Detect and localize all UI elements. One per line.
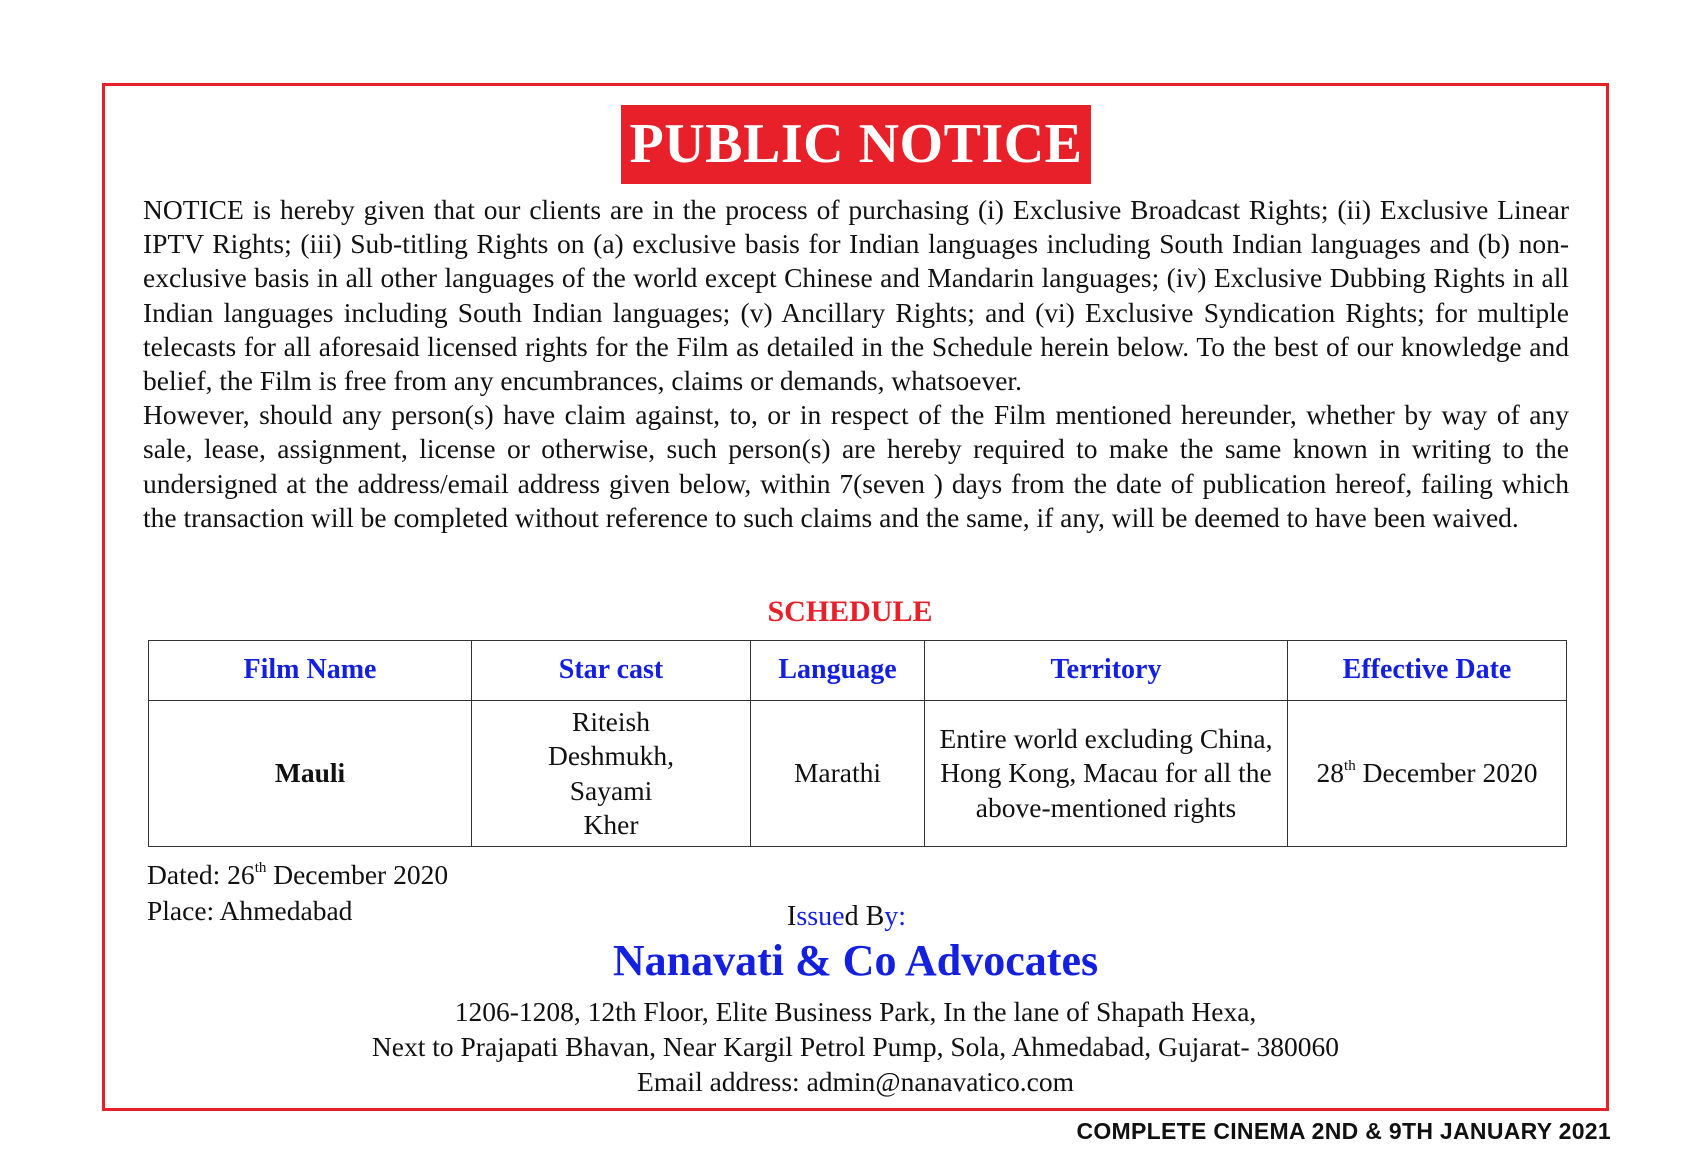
column-header-territory: Territory (925, 641, 1288, 701)
address-line-2: Next to Prajapati Bhavan, Near Kargil Petrol Pump, Sola, Ahmedabad, Gujarat- 380060 (371, 1031, 1340, 1062)
dated-line (147, 858, 448, 892)
table-row (149, 701, 1567, 847)
dated-label: Dated: 26 (147, 859, 255, 890)
schedule-heading: SCHEDULE (767, 595, 933, 628)
place-line: Place: Ahmedabad (147, 895, 353, 926)
firm-name: Nanavati & Co Advocates (612, 936, 1099, 985)
column-header-language: Language (751, 641, 925, 701)
email-address-line: Email address: admin@nanavatico.com (637, 1066, 1074, 1097)
cell-language: Marathi (751, 701, 925, 847)
page-title: PUBLIC NOTICE (621, 105, 1091, 184)
issued-by-label (787, 900, 906, 934)
effective-date-suffix: th (1344, 758, 1356, 775)
table-header-row (149, 641, 1567, 701)
column-header-effective-date: Effective Date (1288, 641, 1567, 701)
cell-effective-date (1288, 701, 1567, 847)
publication-credit: COMPLETE CINEMA 2ND & 9TH JANUARY 2021 (1076, 1118, 1611, 1144)
column-header-film-name: Film Name (149, 641, 472, 701)
schedule-table (148, 640, 1567, 847)
issued-by-part: d B (844, 901, 885, 932)
address-line-1: 1206-1208, 12th Floor, Elite Business Park, In the lane of Shapath Hexa, (454, 996, 1257, 1027)
cell-star-cast (472, 701, 751, 847)
star-cast-line: Deshmukh, (547, 740, 675, 772)
dated-rest: December 2020 (266, 859, 449, 890)
effective-date-day: 28 (1316, 757, 1345, 789)
notice-body (143, 193, 1569, 535)
issued-by-part: ssue (796, 901, 845, 932)
star-cast-line: Kher (583, 808, 639, 840)
star-cast-line: Riteish (572, 706, 650, 738)
star-cast-line: Sayami (569, 774, 653, 806)
notice-paragraph-2: However, should any person(s) have claim against, to, or in respect of the Film mentioned hereunder, whether by way of any sale, lease, assignment, license or otherwise, such person(s) are hereby required to make the same known in writing to the undersigned at the address/email address given below, within 7(seven ) days from the date of publication hereof, failing which the transaction will be completed without reference to such claims and the same, if any, will be deemed to have been waived. (143, 399, 1569, 533)
cell-territory: Entire world excluding China, Hong Kong, Macau for all the above-mentioned rights (925, 701, 1288, 847)
issued-by-part: I (787, 901, 797, 932)
column-header-star-cast: Star cast (472, 641, 751, 701)
notice-paragraph-1: NOTICE is hereby given that our clients are in the process of purchasing (i) Exclusive Broadcast Rights; (ii) Exclusive Linear IPTV Rights; (iii) Sub-titling Rights on (a) exclusive basis for Indian languages including South Indian languages and (b) non-exclusive basis in all other languages of the world except Chinese and Mandarin languages; (iv) Exclusive Dubbing Rights in all Indian languages including South Indian languages; (v) Ancillary Rights; and (vi) Exclusive Syndication Rights; for multiple telecasts for all aforesaid licensed rights for the Film as detailed in the Schedule herein below. To the best of our knowledge and belief, the Film is free from any encumbrances, claims or demands, whatsoever. (143, 194, 1569, 397)
dated-suffix: th (254, 860, 267, 876)
effective-date-rest: December 2020 (1355, 757, 1538, 789)
issued-by-part: y: (884, 901, 907, 932)
cell-film-name: Mauli (149, 701, 472, 847)
